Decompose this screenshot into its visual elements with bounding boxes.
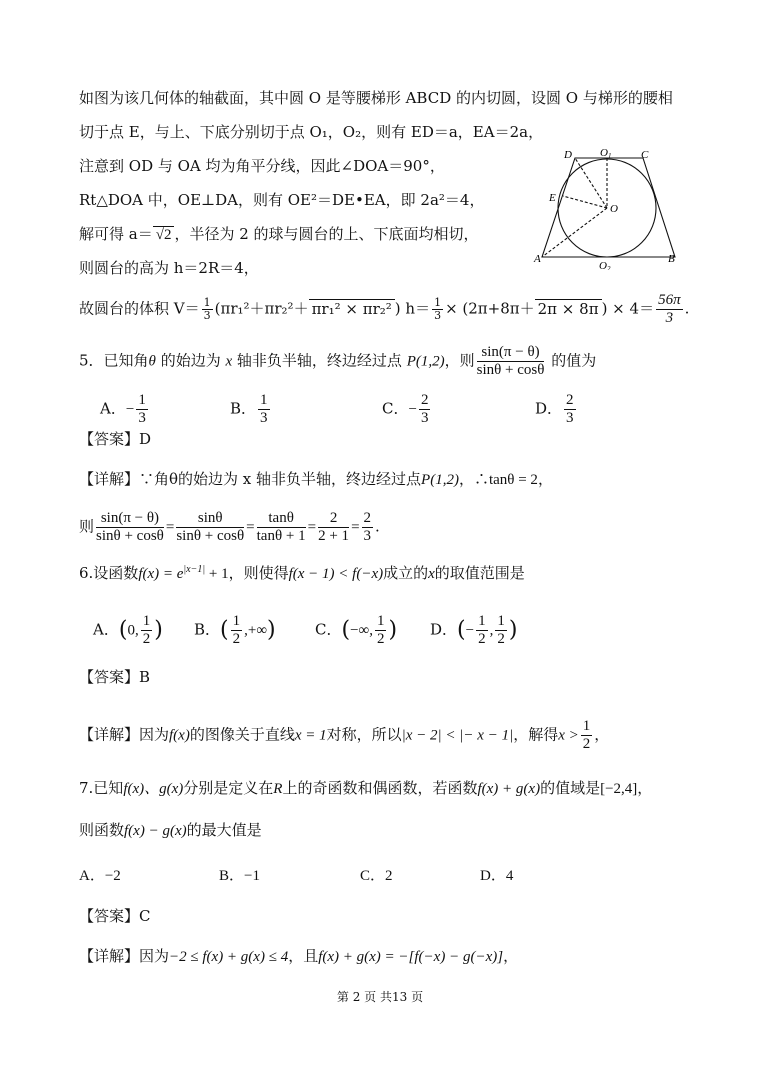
q6-answer: 【答案】B (79, 668, 151, 686)
line-OD (575, 158, 607, 208)
math: f(x) − g(x) (124, 823, 187, 839)
q5-option-d[interactable]: D． $\frac{2}{3}$ (535, 392, 574, 426)
text: × (2π+8π＋ (445, 299, 535, 318)
q7-option-b[interactable]: B．−1 (219, 868, 260, 884)
math: −2 ≤ f(x) + g(x) ≤ 4 (169, 949, 289, 965)
q6-option-c[interactable]: C．(−∞, $\frac{1}{2}$ ) (315, 613, 398, 647)
equals: = (307, 519, 317, 536)
label-E: E (549, 192, 556, 204)
text: 分别是定义在 (183, 779, 274, 797)
text: 则函数 (79, 821, 125, 839)
math: R (273, 781, 283, 797)
text: ) × 4＝ (601, 299, 655, 318)
math-point: P(1,2) (406, 353, 445, 370)
text: 【详解】∵角θ的始边为 x 轴非负半轴，终边经过点 (79, 470, 422, 488)
q5-answer: 【答案】D (79, 430, 152, 448)
q7-option-d[interactable]: D．4 (480, 868, 514, 884)
text: (πr₁²＋πr₂²＋ (214, 299, 309, 318)
equals: = (246, 519, 255, 536)
math: tanθ = 2 (488, 472, 538, 488)
text: 的最大值是 (186, 821, 262, 839)
math: f(x) + g(x) = −[f(−x) − g(−x)] (318, 949, 504, 965)
fraction: $\frac{1}{2}$ (497, 613, 505, 647)
text: . (375, 517, 380, 536)
q7-detail (79, 946, 518, 967)
text: 的值为 (546, 351, 597, 370)
q5-option-a[interactable]: A．− $\frac{1}{3}$ (100, 392, 146, 426)
math: x > (558, 727, 579, 744)
math: x = 1 (294, 727, 327, 744)
fraction: $\frac{1}{2}$ (582, 718, 591, 752)
text: ，且 (288, 947, 319, 965)
line-OA (542, 208, 607, 257)
text: ，半径为 2 的球与圆台的上、下底面均相切， (174, 225, 479, 243)
fraction: $\frac{\sin(\pi - \theta)}{\sin\theta + \cos\theta}$ (96, 510, 164, 544)
q7-option-a[interactable]: A．−2 (79, 868, 121, 884)
math-point: P(1,2) (421, 472, 459, 488)
fraction: $\frac{2}{3}$ (566, 392, 574, 426)
math: f(x)、g(x) (123, 781, 184, 797)
label-A: A (534, 253, 541, 265)
sqrt-expression: πr₁² × πr₂² (309, 299, 395, 318)
math: |x − 2| < |− x − 1| (401, 727, 514, 744)
text: 解可得 a＝ (79, 225, 153, 243)
text: 则 (79, 517, 95, 536)
text: 成立的 (383, 564, 429, 582)
text: ，则 (444, 351, 475, 370)
text: ，∴ (458, 470, 489, 488)
text: 上的奇函数和偶函数，若函数 (282, 779, 478, 797)
text: 故圆台的体积 V＝ (79, 299, 200, 318)
trapezoid-figure (530, 148, 690, 270)
text: ， (637, 779, 653, 797)
q7-option-c[interactable]: C．2 (360, 868, 393, 884)
fraction: $\frac{1}{2}$ (376, 613, 385, 647)
fraction: $\frac{1}{2}$ (142, 613, 151, 647)
question-6-stem (79, 560, 525, 584)
fraction: $\frac{1}{3}$ (138, 392, 146, 426)
fraction: $\frac{\sin\theta}{\sin\theta + \cos\theta}$ (176, 510, 245, 544)
fraction: $\frac{1}{3}$ (203, 296, 211, 322)
fraction: $\frac{1}{2}$ (232, 613, 241, 647)
text: ， (537, 470, 553, 488)
solution-line-6: 则圆台的高为 h＝2R＝4， (79, 259, 259, 277)
text: 的值域是 (540, 779, 601, 797)
question-5-stem (79, 344, 596, 379)
text: 的取值范围是 (434, 564, 525, 582)
text: ，解得 (513, 725, 559, 744)
q5-detail-line-2 (79, 510, 380, 545)
label-B: B (668, 253, 675, 265)
volume-line (79, 292, 689, 327)
solution-line-2: 切于点 E，与上、下底分别切于点 O₁，O₂，则有 ED＝a，EA＝2a， (79, 123, 544, 141)
equals: = (351, 519, 360, 536)
page-footer: 第 2 页 共13 页 (336, 990, 424, 1004)
solution-line-4: Rt△DOA 中，OE⊥DA，则有 OE²＝DE•EA，即 2a²＝4， (79, 191, 485, 209)
q5-option-c[interactable]: C．− $\frac{2}{3}$ (382, 392, 429, 426)
sqrt-expression: 2π × 8π (535, 299, 602, 318)
math: θ (148, 353, 156, 370)
question-7-line-2 (79, 820, 262, 841)
fraction: $\frac{2}{3}$ (420, 392, 429, 426)
q7-answer: 【答案】C (79, 907, 151, 925)
fraction: $\frac{1}{3}$ (260, 392, 268, 426)
q5-option-b[interactable]: B． $\frac{1}{3}$ (230, 392, 268, 426)
solution-line-5 (79, 224, 479, 245)
text: . (684, 299, 690, 318)
q6-option-a[interactable]: A．(0, $\frac{1}{2}$ ) (93, 613, 163, 647)
label-D: D (564, 149, 572, 161)
math: [−2,4] (600, 781, 638, 797)
math: f(x) = e (138, 566, 184, 582)
label-O1: O1 (600, 148, 612, 160)
text: 对称，所以 (326, 725, 402, 744)
label-C: C (641, 149, 649, 161)
text: 5．已知角 (79, 351, 149, 370)
q6-option-d[interactable]: D．(− $\frac{1}{2}$ , $\frac{1}{2}$ ) (430, 613, 518, 647)
solution-line-3: 注意到 OD 与 OA 均为角平分线，因此∠DOA＝90°， (79, 157, 445, 175)
math-exponent: |x−1| (183, 564, 206, 575)
fraction-result: $\frac{56\pi}{3}$ (658, 292, 681, 326)
q6-detail (79, 718, 609, 753)
label-O: O (610, 203, 618, 215)
text: 【详解】因为 (79, 947, 170, 965)
solution-line-1: 如图为该几何体的轴截面，其中圆 O 是等腰梯形 ABCD 的内切圆，设圆 O 与梯形的腰相 (79, 89, 673, 107)
math: + 1 (205, 566, 229, 582)
text: 6.设函数 (79, 564, 139, 582)
text: 的图像关于直线 (189, 725, 295, 744)
equals: = (165, 519, 175, 536)
sqrt-two: √2 (153, 226, 175, 243)
q5-detail-line-1 (79, 469, 553, 490)
fraction: $\frac{\tan\theta}{\tan\theta + 1}$ (256, 510, 306, 544)
text: ) h＝ (394, 299, 431, 318)
text: 的始边为 (155, 351, 226, 370)
label-O2: O2 (599, 260, 611, 270)
math: f(x) (169, 727, 190, 744)
text: ，则使得 (228, 564, 289, 582)
text: ， (594, 725, 610, 744)
math: f(x − 1) < f(−x) (288, 566, 384, 582)
fraction: $\frac{\sin(\pi - \theta)}{\sin\theta + \cos\theta}$ (476, 344, 545, 378)
fraction: $\frac{1}{3}$ (434, 296, 442, 322)
text: 7.已知 (79, 779, 124, 797)
fraction: $\frac{1}{2}$ (478, 613, 486, 647)
question-7-stem (79, 778, 652, 799)
text: 【详解】因为 (79, 725, 170, 744)
fraction: $\frac{2}{2 + 1}$ (318, 510, 350, 544)
math: x (428, 566, 435, 582)
text: 轴非负半轴，终边经过点 (232, 351, 407, 370)
math: f(x) + g(x) (477, 781, 541, 797)
math: x (225, 353, 233, 370)
fraction: $\frac{2}{3}$ (363, 510, 372, 544)
q6-option-b[interactable]: B．( $\frac{1}{2}$ ,+∞) (194, 613, 276, 647)
text: ， (503, 947, 519, 965)
